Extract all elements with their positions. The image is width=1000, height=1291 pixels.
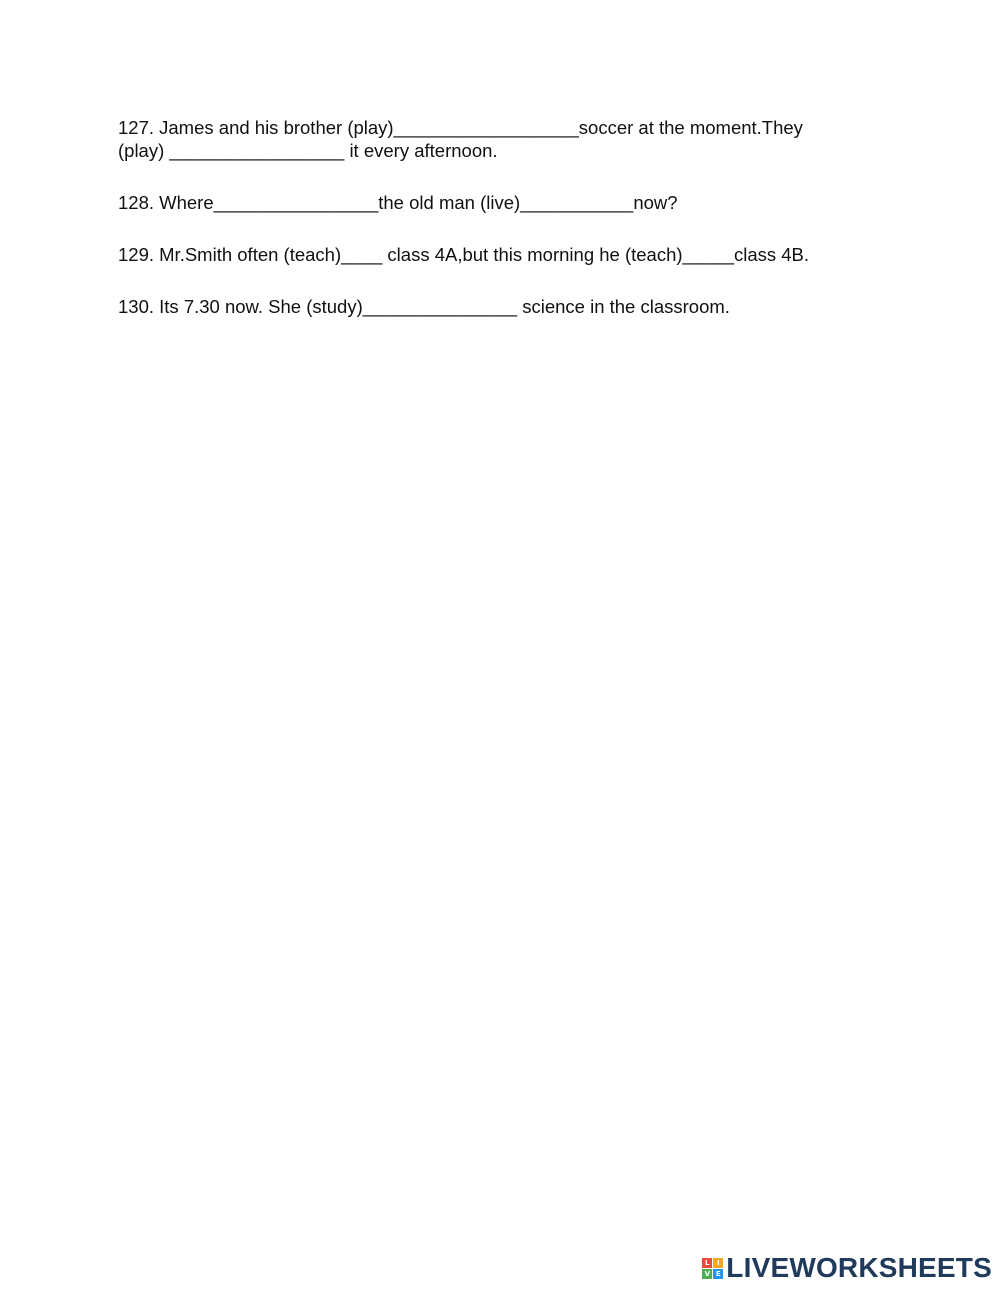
question-127 — [118, 116, 878, 162]
question-130 — [118, 295, 878, 318]
question-130-text: 130. Its 7.30 now. She (study)_______________ science in the classroom. — [118, 296, 730, 317]
logo-block-v: V — [702, 1269, 712, 1279]
logo-block-i: I — [713, 1258, 723, 1268]
worksheet-body — [118, 116, 878, 347]
logo-block-l: L — [702, 1258, 712, 1268]
question-127-line-2: (play) _________________ it every afternoon. — [118, 140, 498, 161]
question-129-text: 129. Mr.Smith often (teach)____ class 4A,but this morning he (teach)_____class 4B. — [118, 244, 810, 265]
logo-blocks-icon — [702, 1258, 723, 1279]
logo-block-e: E — [713, 1269, 723, 1279]
question-128-text: 128. Where________________the old man (live)___________now? — [118, 192, 678, 213]
logo-text: LIVEWORKSHEETS — [726, 1252, 992, 1283]
liveworksheets-logo — [702, 1253, 992, 1283]
question-127-line-1: 127. James and his brother (play)__________________soccer at the moment.They — [118, 117, 803, 138]
question-128 — [118, 191, 878, 214]
question-129 — [118, 243, 878, 266]
